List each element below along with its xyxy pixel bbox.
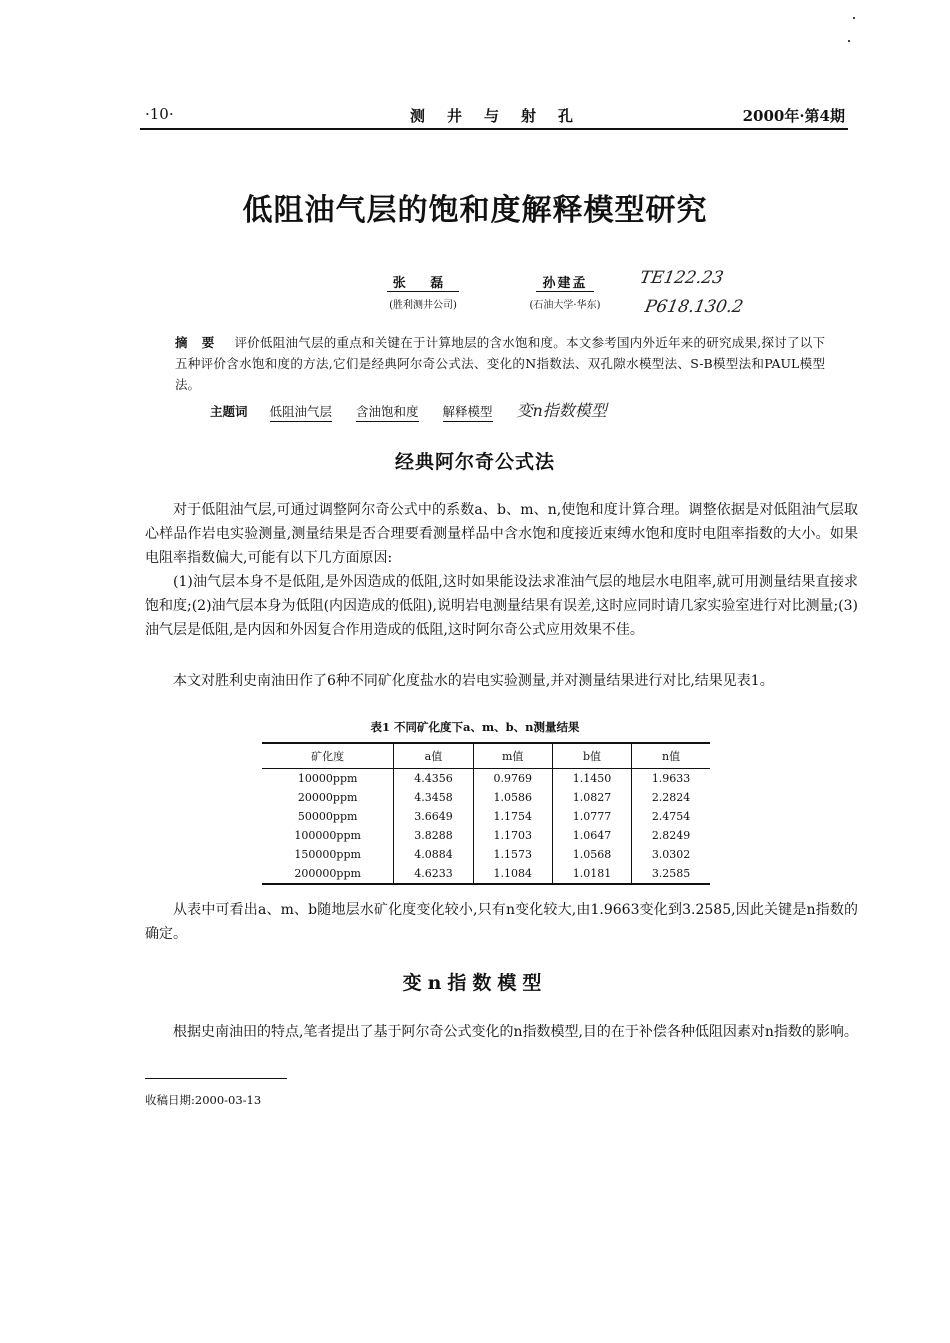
table-cell: 3.6649: [394, 807, 473, 826]
table-cell: 1.1703: [473, 826, 552, 845]
paragraph: 根据史南油田的特点,笔者提出了基于阿尔奇公式变化的n指数模型,目的在于补偿各种低阻因素对n指数的影响。: [173, 1024, 858, 1040]
table-cell: 20000ppm: [297, 791, 358, 804]
author-block-2: [505, 272, 625, 311]
keywords-label: 主题词: [210, 404, 248, 419]
journal-name: 测井与射孔: [410, 107, 596, 125]
table-cell: 50000ppm: [297, 810, 358, 823]
table-cell: 1.0827: [552, 788, 631, 807]
table-row: [262, 845, 710, 864]
handwritten-class-code: TE122.23: [638, 268, 725, 288]
abstract: [175, 332, 825, 395]
table-cell: 150000ppm: [294, 848, 361, 861]
paragraph: 从表中可看出a、m、b随地层水矿化度变化较小,只有n变化较大,由1.9663变化到3.2585,因此关键是n指数的确定。: [145, 902, 858, 942]
table-cell: 2.8249: [632, 826, 710, 845]
abstract-label: 摘要: [175, 335, 229, 350]
paragraph: 对于低阻油气层,可通过调整阿尔奇公式中的系数a、b、m、n,使饱和度计算合理。调整依据是对低阻油气层取心样品作岩电实验测量,测量结果是否合理要看测量样品中含水饱和度接近束缚水饱和度时电阻率指数的大小。如果电阻率指数偏大,可能有以下几方面原因:: [145, 502, 858, 566]
author-affiliation: (胜利测井公司): [389, 300, 457, 311]
section-heading: 经典阿尔奇公式法: [394, 451, 555, 473]
column-header: b值: [552, 743, 631, 769]
table-cell: 0.9769: [473, 769, 552, 789]
received-date: 收稿日期:2000-03-13: [145, 1093, 262, 1107]
table-cell: 100000ppm: [294, 829, 361, 842]
paragraph: (1)油气层本身不是低阻,是外因造成的低阻,这时如果能设法求准油气层的地层水电阻率,就可用测量结果直接求饱和度;(2)油气层本身为低阻(内因造成的低阻),说明岩电测量结果有误差,这时应同时请几家实验室进行对比测量;(3)油气层是低阻,是内因和外因复合作用造成的低阻,这时阿尔奇公式应用效果不佳。: [145, 574, 858, 638]
page-number: ·10·: [145, 105, 174, 123]
handwritten-class-code: P618.130.2: [643, 297, 745, 317]
header-rule: [140, 128, 848, 130]
scan-speck: [853, 17, 855, 19]
data-table: [262, 742, 710, 885]
column-header: m值: [473, 743, 552, 769]
table-row: [262, 826, 710, 845]
table-cell: 10000ppm: [297, 772, 358, 785]
table-cell: 1.1450: [552, 769, 631, 789]
table-cell: 1.0586: [473, 788, 552, 807]
author-name: 孙建孟: [536, 272, 593, 292]
table-cell: 1.0647: [552, 826, 631, 845]
handwritten-keyword-note: 变n指数模型: [516, 401, 607, 420]
column-header: n值: [632, 743, 710, 769]
keyword: 含油饱和度: [356, 402, 419, 422]
table-cell: 1.0568: [552, 845, 631, 864]
author-block-1: [368, 272, 478, 311]
table-row: [262, 807, 710, 826]
scan-speck: [848, 40, 850, 42]
table-cell: 1.1573: [473, 845, 552, 864]
keyword: 解释模型: [443, 402, 493, 422]
issue-info: 2000年·第4期: [742, 107, 845, 125]
table-row: [262, 864, 710, 884]
table-cell: 1.1754: [473, 807, 552, 826]
table-cell: 1.0777: [552, 807, 631, 826]
abstract-text: 评价低阻油气层的重点和关键在于计算地层的含水饱和度。本文参考国内外近年来的研究成果,探讨了以下五种评价含水饱和度的方法,它们是经典阿尔奇公式法、变化的N指数法、双孔隙水模型法、S-B模型法和PAUL模型法。: [175, 335, 825, 392]
table-cell: 4.0884: [394, 845, 473, 864]
table-row: [262, 769, 710, 789]
author-name: 张 磊: [387, 272, 460, 292]
table-cell: 2.4754: [632, 807, 710, 826]
table-cell: 2.2824: [632, 788, 710, 807]
table-cell: 4.6233: [394, 864, 473, 884]
table-cell: 1.9633: [632, 769, 710, 789]
article-title: 低阻油气层的饱和度解释模型研究: [242, 193, 708, 228]
footnote-rule: [145, 1078, 287, 1079]
paragraph: 本文对胜利史南油田作了6种不同矿化度盐水的岩电实验测量,并对测量结果进行对比,结果见表1。: [173, 673, 774, 689]
table-row: [262, 788, 710, 807]
table-cell: 4.3458: [394, 788, 473, 807]
table-cell: 1.0181: [552, 864, 631, 884]
table-header-row: [262, 743, 710, 769]
column-header: 矿化度: [262, 743, 394, 769]
table-cell: 4.4356: [394, 769, 473, 789]
section-heading: 变n指数模型: [402, 972, 548, 994]
table-caption: 表1 不同矿化度下a、m、b、n测量结果: [370, 720, 580, 734]
table-cell: 1.1084: [473, 864, 552, 884]
keywords: [210, 398, 830, 422]
keyword: 低阻油气层: [270, 402, 333, 422]
table-cell: 3.8288: [394, 826, 473, 845]
table-cell: 200000ppm: [262, 864, 394, 884]
table-cell: 3.2585: [632, 864, 710, 884]
table-cell: 3.0302: [632, 845, 710, 864]
running-header: [145, 102, 845, 130]
author-affiliation: (石油大学·华东): [529, 300, 601, 311]
column-header: a值: [394, 743, 473, 769]
